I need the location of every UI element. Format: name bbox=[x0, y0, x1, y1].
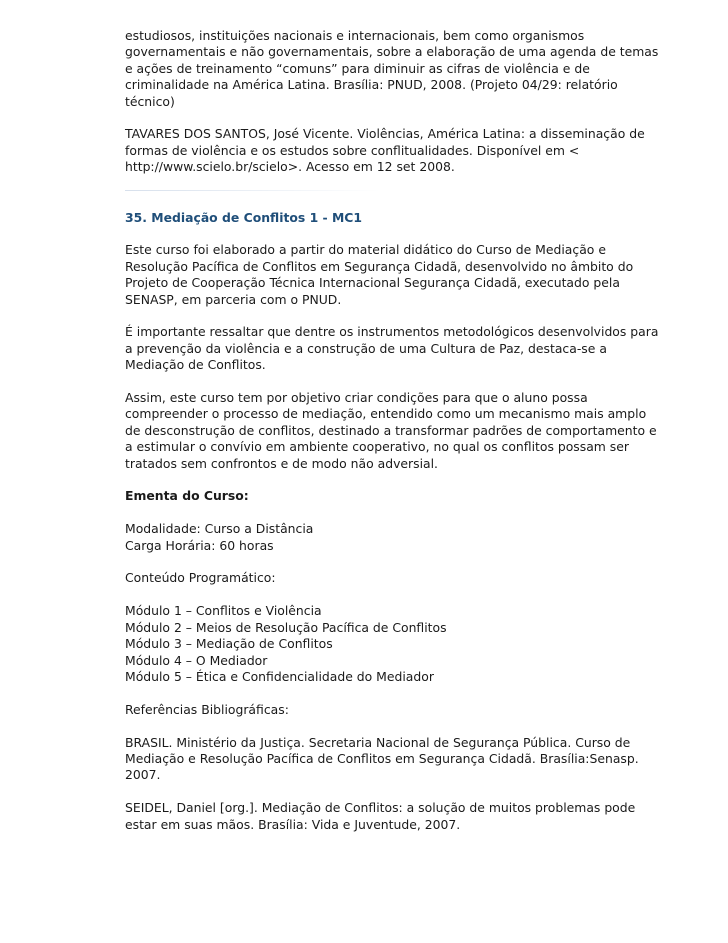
module-item: Módulo 1 – Conflitos e Violência bbox=[125, 603, 322, 619]
carga-horaria-line: Carga Horária: 60 horas bbox=[125, 537, 274, 553]
module-list bbox=[125, 603, 665, 685]
section-divider bbox=[125, 190, 380, 191]
reference-paragraph: TAVARES DOS SANTOS, José Vicente. Violências, América Latina: a disseminação de formas de violência e os estudos sobre conflitualidades. Disponível em < http://www.scielo.br/scielo>. Acesso em 12 set 2008. bbox=[125, 126, 645, 175]
module-item: Módulo 4 – O Mediador bbox=[125, 652, 268, 668]
reference-paragraph: SEIDEL, Daniel [org.]. Mediação de Conflitos: a solução de muitos problemas pode estar em suas mãos. Brasília: Vida e Juventude, 2007. bbox=[125, 800, 636, 832]
reference-paragraph: BRASIL. Ministério da Justiça. Secretaria Nacional de Segurança Pública. Curso de Mediação e Resolução Pacífica de Conflitos em Segurança Cidadã. Brasília:Senasp. 2007. bbox=[125, 734, 639, 783]
ementa-heading: Ementa do Curso: bbox=[125, 488, 249, 504]
conteudo-heading: Conteúdo Programático: bbox=[125, 570, 276, 586]
module-item: Módulo 2 – Meios de Resolução Pacífica de Conflitos bbox=[125, 619, 447, 635]
references-heading: Referências Bibliográficas: bbox=[125, 701, 289, 717]
section-title: 35. Mediação de Conflitos 1 - MC1 bbox=[125, 209, 363, 225]
module-item: Módulo 3 – Mediação de Conflitos bbox=[125, 636, 333, 652]
intro-paragraph: Este curso foi elaborado a partir do material didático do Curso de Mediação e Resolução Pacífica de Conflitos em Segurança Cidadã, desenvolvido no âmbito do Projeto de Cooperação Técnica Internacional Segurança Cidadã, executado pela SENASP, em parceria com o PNUD. bbox=[125, 242, 634, 307]
objective-paragraph: Assim, este curso tem por objetivo criar condições para que o aluno possa compreender o processo de mediação, entendido como um mecanismo mais amplo de desconstrução de conflitos, destinado a transformar padrões de comportamento e a estimular o convívio em ambiente cooperativo, no qual os conflitos possam ser tratados sem confrontos e de modo não adversial. bbox=[125, 390, 657, 471]
modalidade-line: Modalidade: Curso a Distância bbox=[125, 521, 314, 537]
reference-paragraph: estudiosos, instituições nacionais e internacionais, bem como organismos governamentais e não governamentais, sobre a elaboração de uma agenda de temas e ações de treinamento “comuns” para diminuir as cifras de violência e de criminalidade na América Latina. Brasília: PNUD, 2008. (Projeto 04/29: relatório técnico) bbox=[125, 28, 659, 109]
module-item: Módulo 5 – Ética e Confidencialidade do Mediador bbox=[125, 668, 434, 684]
importance-paragraph: É importante ressaltar que dentre os instrumentos metodológicos desenvolvidos para a prevenção da violência e a construção de uma Cultura de Paz, destaca-se a Mediação de Conflitos. bbox=[125, 324, 659, 373]
document-page bbox=[125, 28, 665, 833]
